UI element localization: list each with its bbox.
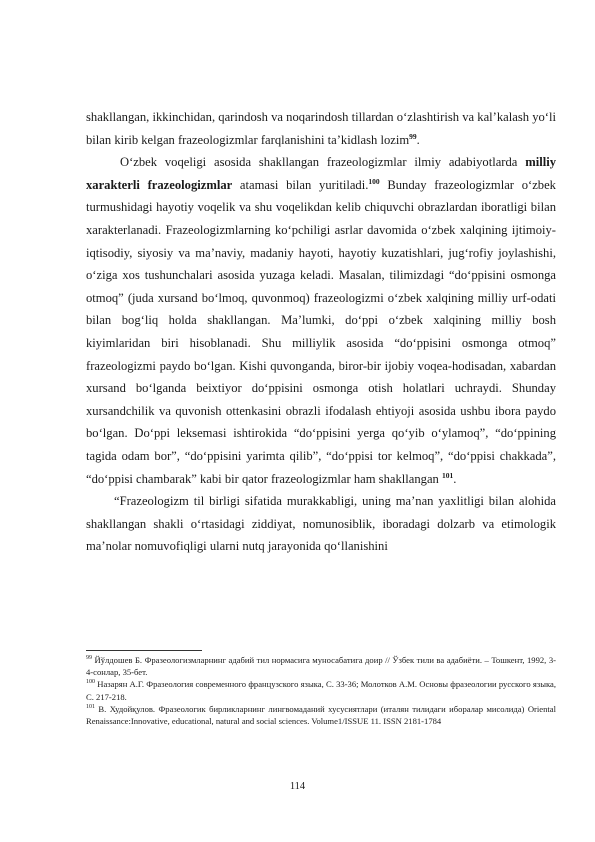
footnote-ref-99[interactable]: 99	[409, 131, 417, 141]
footnote-text: Назарян А.Г. Фразеология современного французского языка, С. 33-36; Молотков А.М. Основы фразеологии русского языка, С. 217-218.	[86, 679, 556, 702]
paragraph-2-end: .	[453, 471, 457, 486]
main-text	[86, 106, 556, 558]
page-number: 114	[289, 781, 306, 792]
paragraph-1-end: .	[416, 132, 420, 147]
paragraph-2	[86, 151, 556, 490]
footnote-text: В. Худойқулов. Фразеологик бирликларнинг лингвомаданий хусусиятлари (италян тилидаги иборалар мисолида) Oriental Renaissance:Innovative, educational, natural and social sciences. Volume1/ISSUE 11. ISSN 2181-1784	[86, 703, 556, 727]
paragraph-1-text: shakllangan, ikkinchidan, qarindosh va noqarindosh tillardan o‘zlashtirish va kal’kalash yo‘li bilan kirib kelgan frazeologizmlar farqlanishini ta’kidlash lozim	[86, 110, 556, 147]
footnote-99	[86, 654, 556, 678]
footnote-100	[86, 678, 556, 702]
paragraph-2-mid: atamasi bilan yuritiladi.	[232, 177, 369, 192]
footnote-101	[86, 703, 556, 727]
footnote-ref-100[interactable]: 100	[368, 176, 380, 186]
footnote-divider	[86, 650, 202, 651]
paragraph-2-rest: Bunday frazeologizmlar o‘zbek turmushidagi hayotiy voqelik va shu voqelikdan kelib chiquvchi obrazlardan iboratligi bilan xarakterlanadi. Frazeologizmlarning ko‘pchiligi asrlar davomida o‘zbek xalqining ijtimoiy-iqtisodiy, siyosiy va ma’naviy, madaniy hayoti, hayotiy kuzatishlari, jug‘rofiy joylashishi, o‘ziga xos tushunchalari asosida yuzaga keladi. Masalan, tilimizdagi “do‘ppisini osmonga otmoq” (juda xursand bo‘lmoq, quvonmoq) frazeologizmi o‘zbek xalqining milliy urf-odati bilan bog‘liq holda shakllangan. Ma’lumki, do‘ppi o‘zbek xalqining milliy bosh kiyimlaridan biri hisoblanadi. Shu milliylik asosida “do‘ppisini osmonga otmoq” frazeologizmi paydo bo‘lgan. Kishi quvonganda, biror-bir ijobiy voqea-hodisadan, xabardan xursand bo‘lganda beixtiyor do‘ppisini osmonga otish holatlari uchraydi. Shunday xursandchilik va quvonish ottenkasini obrazli ifodalash ehtiyoji asosida ushbu ibora paydo bo‘lgan. Do‘ppi leksemasi ishtirokida “do‘ppisini yerga qo‘yib o‘ylamoq”, “do‘ppining tagida odam bor”, “do‘ppisini yarimta qilib”, “do‘ppisi tor kelmoq”, “do‘ppisi chakkada”, “do‘ppisi chambarak” kabi bir qator frazeologizmlar ham shakllangan	[86, 177, 556, 486]
paragraph-1	[86, 106, 556, 151]
footnote-ref-101[interactable]: 101	[441, 470, 454, 480]
paragraph-2-start: O‘zbek voqeligi asosida shakllangan frazeologizmlar ilmiy adabiyotlarda	[120, 155, 526, 170]
paragraph-3	[86, 490, 556, 558]
footnote-number: 100	[86, 679, 95, 686]
footnote-text: Йўлдошев Б. Фразеологизмларнинг адабий тил нормасига муносабатига доир // Ўзбек тили ва адабиёти. – Тошкент, 1992, 3-4-сонлар, 35-бет.	[86, 655, 556, 678]
footnotes	[86, 654, 556, 727]
bold-term: milliy xarakterli frazeologizmlar	[86, 155, 556, 192]
footnote-number: 101	[86, 703, 95, 710]
paragraph-3-text: “Frazeologizm til birligi sifatida murakkabligi, uning ma’nan yaxlitligi bilan alohida shakllangan shakli o‘rtasidagi ziddiyat, nomunosiblik, iboradagi dolzarb va etimologik ma’nolar nomuvofiqligi ularni nutq jarayonida qo‘llanishini	[86, 494, 556, 554]
footnote-number: 99	[86, 655, 92, 662]
